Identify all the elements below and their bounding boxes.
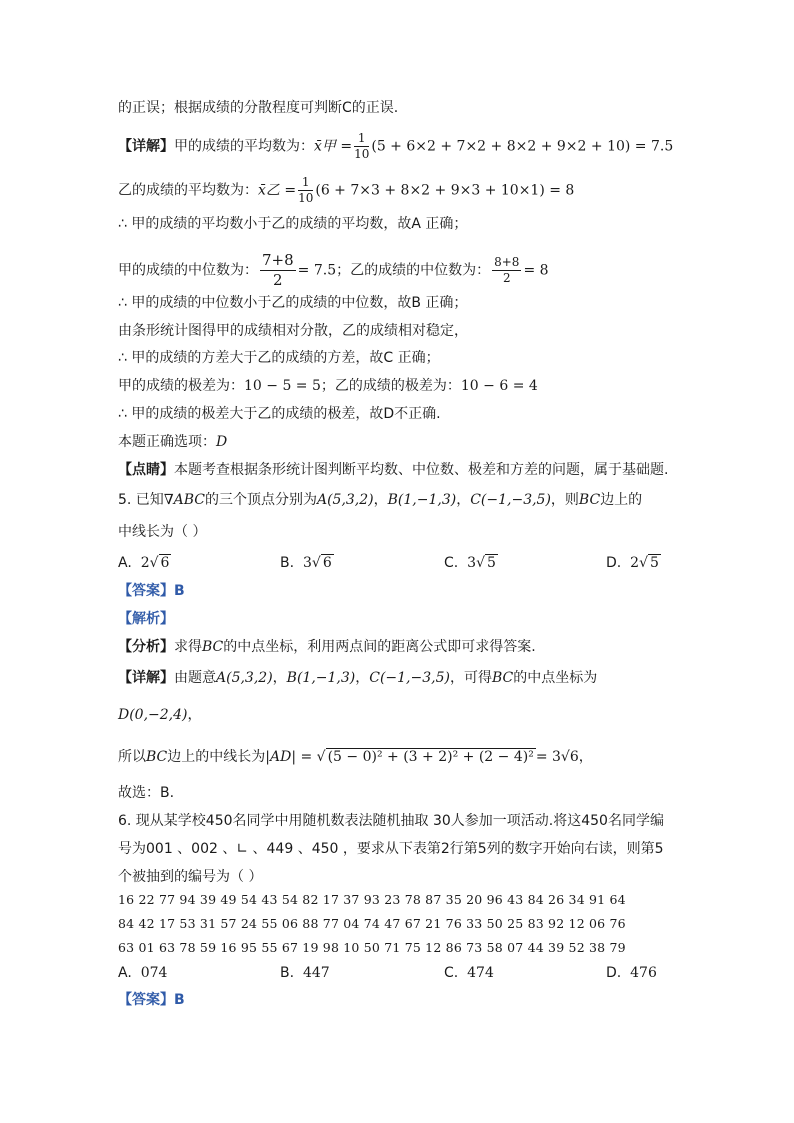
- tag-detail: 【详解】: [118, 138, 174, 155]
- formula-lhs: x̄乙 =: [258, 182, 297, 199]
- numerator: 8+8: [494, 255, 520, 269]
- text: ，可得: [449, 670, 492, 686]
- option-label: B.: [280, 965, 295, 981]
- point-a: A(5,3,2): [316, 492, 374, 508]
- detail-line-mean-jia: [118, 131, 673, 162]
- radicand: 5: [486, 555, 496, 571]
- formula-rhs: (5 + 6×2 + 7×2 + 8×2 + 9×2 + 10) = 7.5: [371, 138, 674, 155]
- sqrt-expression: 2√ 6: [140, 555, 170, 571]
- denominator: 2: [502, 271, 511, 285]
- detail-line-range: [118, 375, 538, 397]
- separator: ，: [187, 707, 202, 723]
- distance-ad: |AD| =: [265, 749, 313, 765]
- value: = 7.5: [297, 262, 337, 279]
- text: 甲的成绩的中位数为：: [118, 262, 258, 279]
- question-5-stem-cont: 中线长为（ ）: [118, 524, 207, 540]
- question-5-stem: [118, 489, 642, 511]
- sqrt-expression: 3√ 5: [467, 555, 496, 571]
- text: ；乙的成绩的极差为：: [320, 378, 461, 394]
- radicand: 6: [160, 555, 170, 571]
- option-b: [280, 962, 330, 984]
- denominator: 10: [298, 191, 314, 205]
- separator: ，: [373, 492, 388, 508]
- option-d: [606, 552, 661, 574]
- numerator: 7+8: [262, 251, 294, 269]
- option-label: A.: [118, 965, 132, 981]
- option-a: [118, 552, 171, 574]
- point-d: D(0,−2,4): [118, 707, 188, 723]
- text: 所以: [118, 749, 146, 765]
- answer-tag: 【答案】B: [118, 583, 185, 599]
- option-c: [444, 552, 498, 574]
- coefficient: 3: [302, 555, 312, 571]
- option-label: B.: [280, 555, 295, 571]
- radicand: 5: [649, 555, 659, 571]
- tag-analysis: 【分析】: [118, 639, 174, 655]
- value: = 8: [523, 262, 549, 279]
- text: 甲的成绩的极差为：: [118, 378, 244, 394]
- fraction: [492, 255, 521, 286]
- text: ；乙的成绩的中位数为：: [336, 262, 491, 279]
- point-c: C(−1,−3,5): [470, 492, 551, 508]
- choose-line: 故选：B.: [118, 785, 175, 801]
- segment-bc: BC: [491, 670, 514, 686]
- text: 的中点坐标为: [513, 670, 598, 686]
- option-label: C.: [444, 555, 459, 571]
- text: 边上的: [600, 492, 643, 508]
- random-table-row-3: 63 01 63 78 59 16 95 55 67 19 98 10 50 71 75 12 86 73 58 07 44 39 52 38 79: [118, 940, 626, 955]
- analysis-line: [118, 636, 536, 658]
- option-c: [444, 962, 494, 984]
- option-b: [280, 552, 334, 574]
- option-label: A.: [118, 555, 132, 571]
- sqrt-expression: 3√ 6: [302, 555, 332, 571]
- coefficient: 2: [140, 555, 150, 571]
- text: 甲的成绩的平均数为：: [174, 138, 314, 155]
- detail-line-mean-yi: [118, 175, 574, 206]
- numerator: 1: [354, 131, 369, 147]
- tag-detail: 【详解】: [118, 670, 174, 686]
- random-table-row-1: 16 22 77 94 39 49 54 43 54 82 17 37 93 23 78 87 35 20 96 43 84 26 34 91 64: [118, 892, 626, 907]
- coefficient: 2: [630, 555, 640, 571]
- point-c: C(−1,−3,5): [369, 670, 450, 686]
- text: 本题正确选项：: [118, 434, 216, 450]
- segment-bc: BC: [202, 639, 224, 655]
- answer-tag: 【答案】B: [118, 992, 185, 1008]
- text: 本题考查根据条形统计图判断平均数、中位数、极差和方差的问题，属于基础题.: [174, 462, 669, 478]
- denominator: 2: [273, 271, 283, 289]
- numerator: 1: [298, 175, 313, 191]
- question-6-stem-cont: 个被抽到的编号为（ ）: [118, 869, 263, 885]
- separator: ，: [578, 749, 593, 765]
- formula: 10 − 6 = 4: [460, 378, 538, 394]
- option-label: D.: [606, 965, 622, 981]
- fraction: [354, 131, 369, 162]
- answer-line: [118, 431, 227, 453]
- separator: ，: [355, 670, 370, 686]
- sqrt-expression: 2√ 5: [630, 555, 659, 571]
- text: 的中点坐标，利用两点间的距离公式即可求得答案.: [223, 639, 536, 655]
- option-value: 474: [467, 965, 494, 981]
- result: = 3√6: [535, 749, 579, 765]
- formula-rhs: (6 + 7×3 + 8×2 + 9×3 + 10×1) = 8: [315, 182, 575, 199]
- segment-bc: BC: [146, 749, 168, 765]
- fraction: [260, 251, 296, 290]
- fraction: [298, 175, 313, 206]
- text-line: ∴ 甲的成绩的方差大于乙的成绩的方差，故C 正确；: [118, 350, 440, 366]
- text-line: 由条形统计图得甲的成绩相对分散，乙的成绩相对稳定，: [118, 323, 468, 339]
- text: ，则: [550, 492, 579, 508]
- denominator: 10: [354, 147, 370, 161]
- triangle-label: ∇ABC: [163, 492, 205, 508]
- text: 5. 已知: [118, 492, 164, 508]
- option-label: C.: [444, 965, 459, 981]
- formula-lhs: x̄甲 =: [314, 138, 353, 155]
- coefficient: 3: [467, 555, 477, 571]
- formula: 10 − 5 = 5: [244, 378, 321, 394]
- segment-bc: BC: [578, 492, 601, 508]
- option-d: [606, 962, 657, 984]
- tag-comment: 【点睛】: [118, 462, 174, 478]
- text-line: 的正误；根据成绩的分散程度可判断C的正误.: [118, 100, 399, 116]
- random-table-row-2: 84 42 17 53 31 57 24 55 06 88 77 04 74 47 67 21 76 33 50 25 83 92 12 06 76: [118, 916, 626, 931]
- median-length-line: [118, 746, 593, 768]
- question-6-stem-cont: 号为001 、002 、∟ 、449 、450 ，要求从下表第2行第5列的数字开始向右读，则第5: [118, 841, 664, 857]
- text: 求得: [174, 639, 202, 655]
- radicand: (5 − 0)² + (3 + 2)² + (2 − 4)²: [327, 749, 534, 765]
- text-line: ∴ 甲的成绩的中位数小于乙的成绩的中位数，故B 正确；: [118, 295, 468, 311]
- detail-line: [118, 667, 597, 689]
- separator: ，: [272, 670, 287, 686]
- radicand: 6: [322, 555, 332, 571]
- option-value: 476: [630, 965, 657, 981]
- point-b: B(1,−1,3): [286, 670, 356, 686]
- text: 的三个顶点分别为: [204, 492, 317, 508]
- text: 乙的成绩的平均数为：: [118, 182, 258, 199]
- option-a: [118, 962, 167, 984]
- midpoint-line: [118, 704, 202, 726]
- text-line: ∴ 甲的成绩的平均数小于乙的成绩的平均数，故A 正确；: [118, 216, 468, 232]
- separator: ，: [456, 492, 471, 508]
- analysis-tag: 【解析】: [118, 611, 174, 627]
- question-6-stem: 6. 现从某学校450名同学中用随机数表法随机抽取 30人参加一项活动.将这450名同学编: [118, 813, 664, 829]
- text: 由题意: [174, 670, 216, 686]
- point-b: B(1,−1,3): [387, 492, 457, 508]
- text: 边上的中线长为: [167, 749, 266, 765]
- point-a: A(5,3,2): [216, 670, 273, 686]
- detail-line-median: [118, 251, 549, 290]
- option-label: D.: [606, 555, 622, 571]
- answer-letter: D: [216, 434, 228, 450]
- option-value: 074: [140, 965, 168, 981]
- sqrt-expression: √ (5 − 0)² + (3 + 2)² + (2 − 4)²: [312, 749, 534, 765]
- text-line: ∴ 甲的成绩的极差大于乙的成绩的极差，故D不正确.: [118, 406, 441, 422]
- comment-line: [118, 459, 668, 481]
- option-value: 447: [302, 965, 330, 981]
